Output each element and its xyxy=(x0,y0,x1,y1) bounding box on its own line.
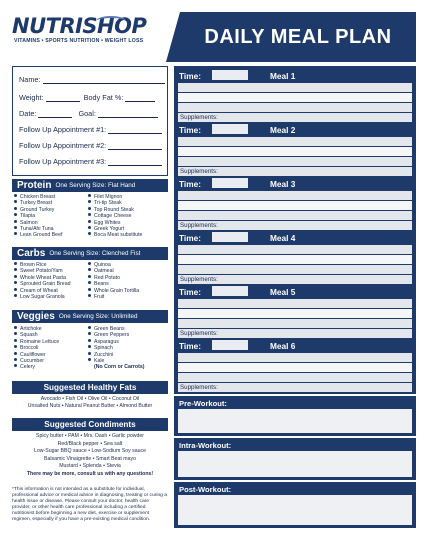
meal-4-time-label: Time: xyxy=(179,233,201,243)
logo-swoosh xyxy=(96,16,126,26)
goal-label: Goal: xyxy=(78,109,96,118)
list-item: Greek Yogurt xyxy=(88,226,168,232)
meal-5-row-3[interactable] xyxy=(178,319,412,328)
protein-subtitle: One Serving Size: Flat Hand xyxy=(55,182,136,189)
list-item: Tuna/Ahi Tuna xyxy=(14,226,88,232)
meal-1-row-2[interactable] xyxy=(178,93,412,102)
carbs-subtitle: One Serving Size: Clenched Fist xyxy=(49,250,141,257)
meal-4-row-3[interactable] xyxy=(178,265,412,274)
meal-5-row-1[interactable] xyxy=(178,299,412,308)
meal-1-supplements[interactable]: Supplements: xyxy=(178,113,412,122)
list-item: Chicken Breast xyxy=(14,194,88,200)
list-item: Boca Meat substitute xyxy=(88,232,168,238)
list-item: Tilapia xyxy=(14,213,88,219)
meal-1-time-input[interactable] xyxy=(212,70,248,80)
veggies-note: (No Corn or Carrots) xyxy=(94,364,145,371)
list-item: Cream of Wheat xyxy=(14,288,88,294)
list-item: Squash xyxy=(14,332,88,338)
list-item: Sweet Potato/Yam xyxy=(14,268,88,274)
list-item: Turkey Breast xyxy=(14,200,88,206)
intra-workout-label: Intra-Workout: xyxy=(179,441,232,450)
meal-6-header xyxy=(174,338,416,352)
meal-4-row-2[interactable] xyxy=(178,255,412,264)
veggies-subtitle: One Serving Size: Unlimited xyxy=(58,313,138,320)
carbs-col2 xyxy=(88,262,168,300)
logo-brand: NUTRISHOP xyxy=(12,14,147,38)
list-item: Cucumber xyxy=(14,358,88,364)
meal-3-label: Meal 3 xyxy=(270,179,296,189)
meal-4-row-1[interactable] xyxy=(178,245,412,254)
followup3-field[interactable] xyxy=(19,157,162,166)
condiments-line-1: Spicy butter • PAM • Mrs. Dash • Garlic powder xyxy=(36,433,144,439)
fats-line-1: Avocado • Fish Oil • Olive Oil • Coconut Oil xyxy=(40,396,140,402)
list-item: Kale xyxy=(88,358,168,364)
veggies-header xyxy=(12,310,168,323)
carbs-col1 xyxy=(14,262,88,300)
meal-2-row-3[interactable] xyxy=(178,157,412,166)
carbs-header xyxy=(12,247,168,260)
list-item: Asparagus xyxy=(88,339,168,345)
meal-5-time-input[interactable] xyxy=(212,286,248,296)
meal-3-row-2[interactable] xyxy=(178,201,412,210)
meal-5-label: Meal 5 xyxy=(270,287,296,297)
list-item: Sprouted Grain Bread xyxy=(14,281,88,287)
veggies-col2 xyxy=(88,326,168,371)
intra-workout-box xyxy=(174,438,416,480)
meal-3-time-label: Time: xyxy=(179,179,201,189)
list-item: Red Potato xyxy=(88,275,168,281)
meal-2-header xyxy=(174,122,416,136)
weight-field[interactable] xyxy=(19,93,155,102)
list-item: Broccoli xyxy=(14,345,88,351)
list-item: Salmon xyxy=(14,220,88,226)
fats-line-2: Unsalted Nuts • Natural Peanut Butter • Almond Butter xyxy=(27,403,153,410)
list-item: Low Sugar Granola xyxy=(14,294,88,300)
veggies-col1 xyxy=(14,326,88,371)
post-workout-label: Post-Workout: xyxy=(179,485,232,494)
list-item: Brown Rice xyxy=(14,262,88,268)
list-item: Artichoke xyxy=(14,326,88,332)
meal-1-time-label: Time: xyxy=(179,71,201,81)
meal-3-row-3[interactable] xyxy=(178,211,412,220)
meal-1-row-1[interactable] xyxy=(178,83,412,92)
carbs-title: Carbs xyxy=(17,248,46,259)
condiments-line-5: Mustard • Splenda • Stevia xyxy=(59,463,121,470)
list-item: Beans xyxy=(88,281,168,287)
followup2-label: Follow Up Appointment #2: xyxy=(19,141,107,150)
list-item: Tri-tip Steak xyxy=(88,200,168,206)
name-field[interactable] xyxy=(19,75,165,84)
name-label: Name: xyxy=(19,75,41,84)
meal-panel xyxy=(174,66,416,394)
meal-1-label: Meal 1 xyxy=(270,71,296,81)
meal-5-time-label: Time: xyxy=(179,287,201,297)
list-item: Cottage Cheese xyxy=(88,213,168,219)
page-title: DAILY MEAL PLAN xyxy=(180,12,416,62)
veggies-title: Veggies xyxy=(17,311,55,322)
meal-2-time-input[interactable] xyxy=(212,124,248,134)
list-item: Top Round Steak xyxy=(88,207,168,213)
list-item: Fruit xyxy=(88,294,168,300)
protein-title: Protein xyxy=(17,180,52,191)
meal-2-supplements[interactable]: Supplements: xyxy=(178,167,412,176)
list-item: Romaine Lettuce xyxy=(14,339,88,345)
meal-2-row-2[interactable] xyxy=(178,147,412,156)
list-item: Green Peppers xyxy=(88,332,168,338)
meal-6-time-label: Time: xyxy=(179,341,201,351)
condiments-line-4: Balsamic Vinaigrette • Smart Beat mayo xyxy=(44,455,136,462)
condiments-header: Suggested Condiments xyxy=(12,418,168,431)
meal-5-row-2[interactable] xyxy=(178,309,412,318)
protein-list xyxy=(14,194,168,239)
meal-4-supplements[interactable]: Supplements: xyxy=(178,275,412,284)
meal-6-time-input[interactable] xyxy=(212,340,248,350)
pre-workout-box xyxy=(174,396,416,436)
list-item: Cauliflower xyxy=(14,352,88,358)
meal-3-header xyxy=(174,176,416,190)
condiments-list xyxy=(12,433,168,479)
weight-label: Weight: xyxy=(19,93,44,102)
meal-6-row-3[interactable] xyxy=(178,373,412,382)
meal-5-supplements[interactable]: Supplements: xyxy=(178,329,412,338)
meal-6-row-2[interactable] xyxy=(178,363,412,372)
condiments-line-2: Red/Black pepper • Sea salt xyxy=(57,440,123,447)
list-item: Lean Ground Beef xyxy=(14,232,88,238)
followup1-label: Follow Up Appointment #1: xyxy=(19,125,107,134)
condiments-line-3: Low-Sugar BBQ sauce • Low-Sodium Soy sauce xyxy=(34,448,146,455)
list-item: Whole Wheat Pasta xyxy=(14,275,88,281)
carbs-list xyxy=(14,262,168,300)
date-field[interactable] xyxy=(19,109,158,118)
veggies-list xyxy=(14,326,168,371)
meal-2-row-1[interactable] xyxy=(178,137,412,146)
meal-3-time-input[interactable] xyxy=(212,178,248,188)
list-item: Oatmeal xyxy=(88,268,168,274)
list-item: Egg Whites xyxy=(88,220,168,226)
list-item: Celery xyxy=(14,364,88,370)
list-item: Spinach xyxy=(88,345,168,351)
protein-col1 xyxy=(14,194,88,239)
protein-header xyxy=(12,179,168,192)
client-info-box xyxy=(12,66,168,176)
meal-4-label: Meal 4 xyxy=(270,233,296,243)
disclaimer-text: *This information is not intended as a substitute for individual, professional advice or medical advice in diagnosing, treating or curing a health issue or disease. Please consult your doctor, health care provider, or other health care professional including a certified nutritionist before beginning a new diet, exercise or supplement regimen, especially if you have a pre-existing medical condition. xyxy=(12,487,167,522)
meal-5-header xyxy=(174,284,416,298)
pre-workout-field[interactable] xyxy=(178,409,412,433)
followup3-label: Follow Up Appointment #3: xyxy=(19,157,107,166)
meal-4-header xyxy=(174,230,416,244)
fats-list xyxy=(12,396,168,410)
intra-workout-field[interactable] xyxy=(178,451,412,477)
post-workout-box xyxy=(174,482,416,528)
meal-3-supplements[interactable]: Supplements: xyxy=(178,221,412,230)
meal-6-supplements[interactable]: Supplements: xyxy=(178,383,412,392)
list-item: Zucchini xyxy=(88,352,168,358)
body-fat-label: Body Fat %: xyxy=(83,93,124,102)
meal-3-row-1[interactable] xyxy=(178,191,412,200)
list-item: Quinoa xyxy=(88,262,168,268)
meal-6-row-1[interactable] xyxy=(178,353,412,362)
meal-2-label: Meal 2 xyxy=(270,125,296,135)
date-label: Date: xyxy=(19,109,37,118)
condiments-footer: There may be more, consult us with any questions! xyxy=(26,470,154,477)
meal-1-row-3[interactable] xyxy=(178,103,412,112)
meal-1-header xyxy=(174,68,416,82)
list-item: Green Beans xyxy=(88,326,168,332)
post-workout-field[interactable] xyxy=(178,495,412,525)
meal-2-time-label: Time: xyxy=(179,125,201,135)
meal-6-label: Meal 6 xyxy=(270,341,296,351)
nutrishop-logo xyxy=(12,14,162,56)
meal-4-time-input[interactable] xyxy=(212,232,248,242)
followup1-field[interactable] xyxy=(19,125,162,134)
list-item: Filet Mignon xyxy=(88,194,168,200)
protein-col2 xyxy=(88,194,168,239)
pre-workout-label: Pre-Workout: xyxy=(179,399,227,408)
list-item: Ground Turkey xyxy=(14,207,88,213)
list-item: Whole Grain Tortilla xyxy=(88,288,168,294)
followup2-field[interactable] xyxy=(19,141,162,150)
logo-tagline: VITAMINS • SPORTS NUTRITION • WEIGHT LOSS xyxy=(14,38,144,44)
fats-header: Suggested Healthy Fats xyxy=(12,381,168,394)
